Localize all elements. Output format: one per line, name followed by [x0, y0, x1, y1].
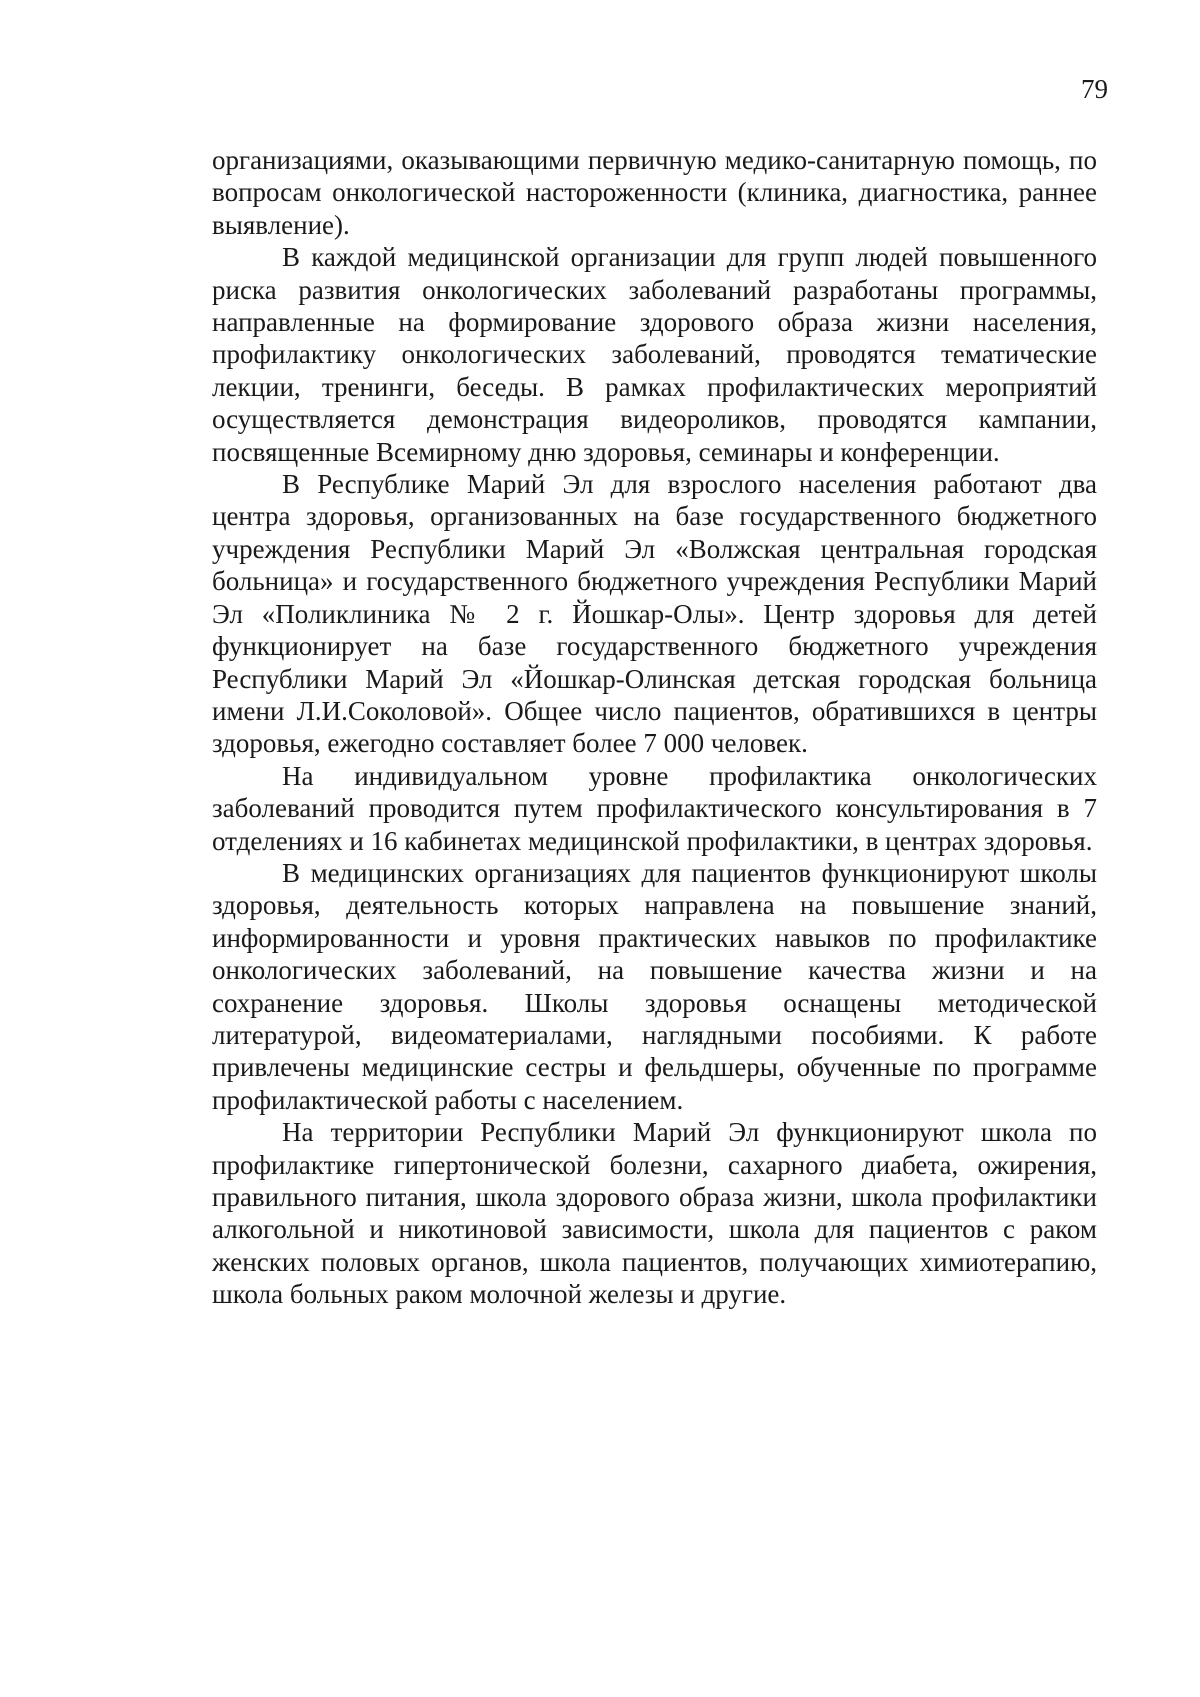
- paragraph-prevention-programs: В каждой медицинской организации для групп людей повышенного риска развития онкологических заболеваний разработаны программы, направленные на формирование здорового образа жизни населения, профилактику онкологических заболеваний, проводятся тематические лекции, тренинги, беседы. В рамках профилактических мероприятий осуществляется демонстрация видеороликов, проводятся кампании, посвященные Всемирному дню здоровья, семинары и конференции.: [212, 242, 1097, 467]
- paragraph-health-centers: В Республике Марий Эл для взрослого населения работают два центра здоровья, организованных на базе государственного бюджетного учреждения Республики Марий Эл «Волжская центральная городская больница» и государственного бюджетного учреждения Республики Марий Эл «Поликлиника № 2 г. Йошкар-Олы». Центр здоровья для детей функционирует на базе государственного бюджетного учреждения Республики Марий Эл «Йошкар-Олинская детская городская больница имени Л.И.Соколовой». Общее число пациентов, обратившихся в центры здоровья, ежегодно составляет более 7 000 человек.: [212, 469, 1097, 759]
- paragraph-continuation: организациями, оказывающими первичную медико-санитарную помощь, по вопросам онкологической настороженности (клиника, диагностика, раннее выявление).: [212, 145, 1097, 240]
- document-body: [212, 144, 1097, 1311]
- paragraph-individual-prevention: На индивидуальном уровне профилактика онкологических заболеваний проводится путем профилактического консультирования в 7 отделениях и 16 кабинетах медицинской профилактики, в центрах здоровья.: [212, 760, 1097, 856]
- page-number: 79: [1081, 74, 1108, 104]
- paragraph-schools-list: На территории Республики Марий Эл функционируют школа по профилактике гипертонической болезни, сахарного диабета, ожирения, правильного питания, школа здорового образа жизни, школа профилактики алкогольной и никотиновой зависимости, школа для пациентов с раком женских половых органов, школа пациентов, получающих химиотерапию, школа больных раком молочной железы и другие.: [212, 1117, 1097, 1310]
- paragraph-health-schools: В медицинских организациях для пациентов функционируют школы здоровья, деятельность которых направлена на повышение знаний, информированности и уровня практических навыков по профилактике онкологических заболеваний, на повышение качества жизни и на сохранение здоровья. Школы здоровья оснащены методической литературой, видеоматериалами, наглядными пособиями. К работе привлечены медицинские сестры и фельдшеры, обученные по программе профилактической работы с населением.: [212, 857, 1097, 1115]
